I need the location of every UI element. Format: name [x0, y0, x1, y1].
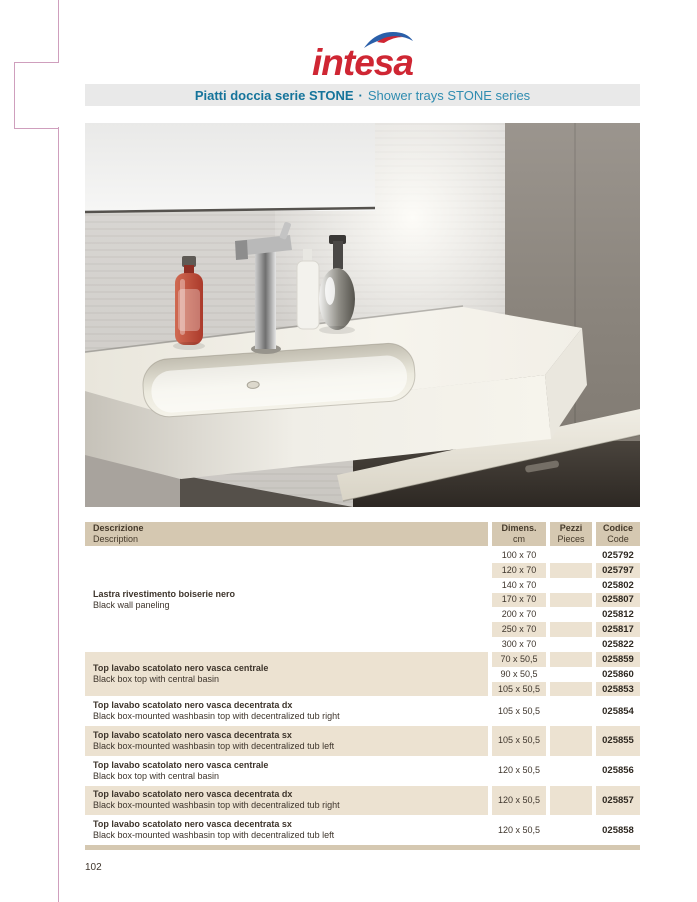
- dimension-cell: 120 x 50,5: [492, 786, 546, 816]
- label-english: Black box top with central basin: [93, 674, 220, 685]
- description-cell: [85, 652, 488, 697]
- dimension-cell: 70 x 50,5: [492, 652, 546, 667]
- header-cell-2: [550, 522, 592, 548]
- product-table: [85, 522, 640, 845]
- header-cell-1: [492, 522, 546, 548]
- code-cell: 025855: [596, 726, 640, 756]
- pieces-cell: [550, 607, 592, 622]
- margin-line-top: [58, 0, 59, 62]
- code-cell: 025802: [602, 579, 634, 591]
- series-title-english: Shower trays STONE series: [367, 87, 531, 103]
- pieces-cell: [550, 815, 592, 845]
- label-italian: Pezzi: [559, 523, 583, 533]
- dimension-cell: 100 x 70: [501, 549, 537, 560]
- description-cell: [85, 815, 488, 845]
- label-english: Black box-mounted washbasin top with decentralized tub left: [93, 740, 335, 751]
- label-english: cm: [513, 534, 525, 544]
- pieces-cell: [550, 563, 592, 578]
- code-cell: 025812: [602, 609, 634, 621]
- dimension-cell: 105 x 50,5: [492, 682, 546, 697]
- series-banner: [85, 84, 640, 106]
- pieces-cell: [550, 593, 592, 608]
- label-english: Code: [607, 534, 629, 544]
- pieces-cell: [550, 622, 592, 637]
- logo-swoosh-icon: [363, 30, 415, 52]
- table-bottom-bar: [85, 845, 640, 850]
- code-cell: 025797: [596, 563, 640, 578]
- dimension-cell: 250 x 70: [492, 622, 546, 637]
- mirror: [85, 123, 375, 211]
- pieces-cell: [550, 548, 592, 563]
- dimension-cell: 120 x 70: [492, 563, 546, 578]
- dimension-cell: 120 x 50,5: [497, 765, 541, 776]
- code-cell: 025853: [596, 682, 640, 697]
- label-italian: Top lavabo scatolato nero vasca decentrata sx: [93, 729, 292, 740]
- code-cell: 025792: [602, 549, 634, 561]
- pieces-cell: [550, 682, 592, 697]
- product-photo: [85, 123, 640, 507]
- label-italian: Codice: [602, 523, 633, 533]
- label-english: Black box-mounted washbasin top with decentralized tub right: [93, 800, 340, 811]
- drain: [247, 381, 259, 389]
- label-italian: Top lavabo scatolato nero vasca centrale: [93, 759, 269, 770]
- dimension-cell: 105 x 50,5: [492, 726, 546, 756]
- page-number: 102: [85, 862, 102, 873]
- dimension-cell: 105 x 50,5: [497, 705, 541, 716]
- code-cell: 025858: [602, 824, 634, 836]
- series-title-separator: ·: [358, 87, 363, 103]
- code-cell: 025854: [602, 705, 634, 717]
- description-cell: [85, 786, 488, 816]
- dimension-cell: 170 x 70: [492, 593, 546, 608]
- dimension-cell: 300 x 70: [501, 638, 537, 649]
- pieces-cell: [550, 578, 592, 593]
- code-cell: 025856: [602, 765, 634, 777]
- code-cell: 025822: [602, 638, 634, 650]
- pieces-cell: [550, 637, 592, 652]
- label-italian: Dimens.: [501, 523, 537, 533]
- label-italian: Top lavabo scatolato nero vasca decentrata dx: [93, 700, 293, 711]
- dimension-cell: 200 x 70: [501, 609, 537, 620]
- margin-line-notch: [14, 62, 59, 129]
- label-english: Black box-mounted washbasin top with decentralized tub right: [93, 711, 340, 722]
- description-cell: [85, 696, 488, 726]
- label-italian: Top lavabo scatolato nero vasca decentrata dx: [93, 789, 293, 800]
- code-cell: 025860: [602, 668, 634, 680]
- pieces-cell: [550, 696, 592, 726]
- description-cell: [85, 548, 488, 652]
- label-english: Pieces: [557, 534, 585, 544]
- pieces-cell: [550, 667, 592, 682]
- margin-line-bottom: [58, 127, 59, 902]
- label-italian: Top lavabo scatolato nero vasca centrale: [93, 663, 269, 674]
- label-italian: Top lavabo scatolato nero vasca decentrata sx: [93, 819, 292, 830]
- dimension-cell: 90 x 50,5: [500, 668, 538, 679]
- series-title-italian: Piatti doccia serie STONE: [194, 87, 354, 103]
- label-english: Black box top with central basin: [93, 770, 220, 781]
- pieces-cell: [550, 726, 592, 756]
- header-cell-3: [596, 522, 640, 548]
- pieces-cell: [550, 786, 592, 816]
- pieces-cell: [550, 652, 592, 667]
- code-cell: 025857: [596, 786, 640, 816]
- dimension-cell: 120 x 50,5: [497, 824, 541, 835]
- code-cell: 025807: [596, 593, 640, 608]
- label-english: Black box-mounted washbasin top with decentralized tub left: [93, 830, 335, 841]
- description-cell: [85, 756, 488, 786]
- label-italian: Lastra rivestimento boiserie nero: [93, 588, 236, 599]
- label-italian: Descrizione: [93, 523, 144, 533]
- brand-logo: [85, 30, 640, 83]
- pieces-cell: [550, 756, 592, 786]
- description-cell: [85, 726, 488, 756]
- bathroom-washbasin-scene: [85, 123, 640, 507]
- header-cell-0: [85, 522, 488, 548]
- label-english: Description: [93, 534, 139, 544]
- code-cell: 025859: [596, 652, 640, 667]
- brand-logo-text: intesa: [312, 42, 413, 83]
- dimension-cell: 140 x 70: [501, 579, 537, 590]
- label-english: Black wall paneling: [93, 599, 170, 610]
- code-cell: 025817: [596, 622, 640, 637]
